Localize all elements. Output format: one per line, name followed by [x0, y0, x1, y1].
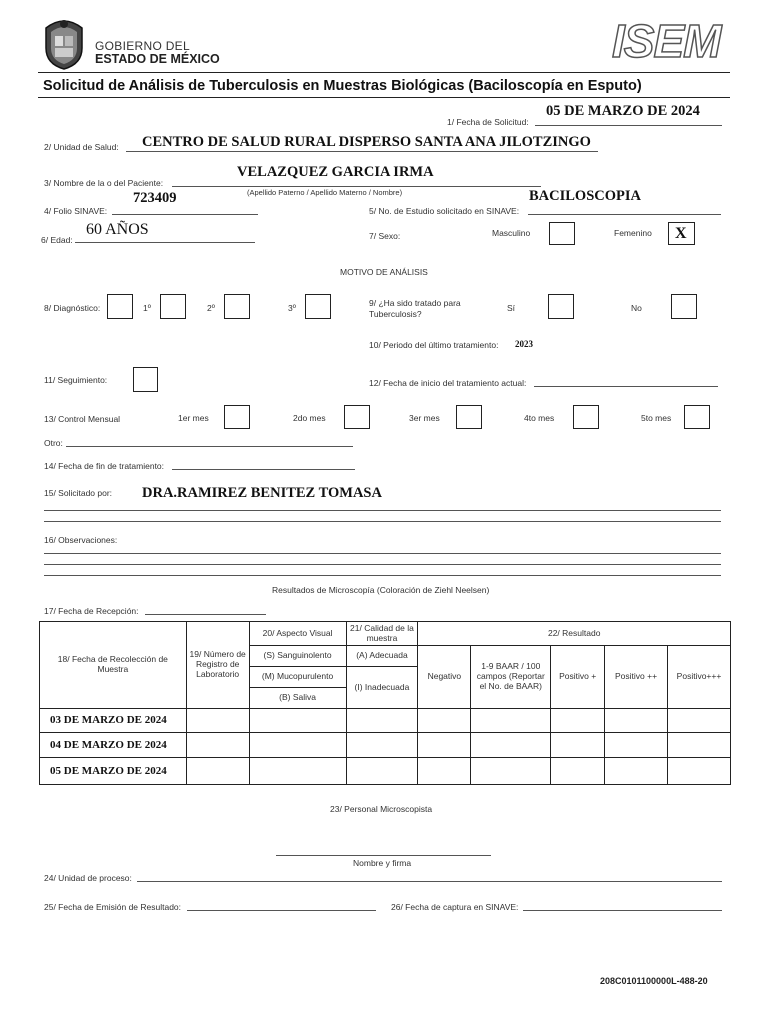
table-row — [40, 709, 731, 733]
observations-line-1[interactable] — [44, 553, 721, 554]
health-unit-value: CENTRO DE SALUD RURAL DISPERSO SANTA ANA JILOTZINGO — [142, 134, 591, 150]
cell[interactable] — [471, 733, 551, 758]
header-sample-quality: 21/ Calidad de la muestra — [346, 622, 418, 646]
gov-line2: ESTADO DE MÉXICO — [95, 52, 220, 66]
cell[interactable] — [668, 709, 731, 733]
request-date-label: 1/ Fecha de Solicitud: — [447, 117, 529, 127]
quality-inadecuada: (I) Inadecuada — [346, 667, 418, 709]
cell[interactable] — [418, 733, 471, 758]
observations-line-2[interactable] — [44, 564, 721, 565]
study-label: 5/ No. de Estudio solicitado en SINAVE: — [369, 206, 520, 216]
microscopist-label: 23/ Personal Microscopista — [330, 804, 433, 814]
aspect-saliva: (B) Saliva — [249, 688, 346, 709]
cell[interactable] — [471, 758, 551, 785]
folio-value: 723409 — [133, 190, 177, 206]
health-unit-label: 2/ Unidad de Salud: — [44, 142, 119, 152]
folio-line[interactable] — [112, 214, 258, 215]
observations-label: 16/ Observaciones: — [44, 535, 118, 545]
process-unit-line[interactable] — [137, 881, 722, 882]
age-value: 60 AÑOS — [86, 221, 149, 238]
requested-by-label: 15/ Solicitado por: — [44, 488, 113, 498]
requested-by-line-1[interactable] — [44, 510, 721, 511]
result-positivo-1: Positivo + — [551, 646, 605, 709]
cell[interactable] — [186, 758, 249, 785]
month-1-checkbox[interactable] — [224, 405, 250, 429]
month-3-checkbox[interactable] — [456, 405, 482, 429]
diagnosis-1-label: 1º — [143, 303, 151, 313]
sinave-capture-line[interactable] — [523, 910, 722, 911]
sex-male-label: Masculino — [492, 228, 531, 238]
diagnosis-1-checkbox[interactable] — [160, 294, 186, 319]
header-lab-number: 19/ Número de Registro de Laboratorio — [186, 622, 249, 709]
other-line[interactable] — [66, 446, 353, 447]
month-4-label: 4to mes — [524, 413, 555, 423]
treated-label-line1: 9/ ¿Ha sido tratado para — [369, 298, 461, 308]
diagnosis-2-label: 2º — [207, 303, 215, 313]
cell[interactable] — [605, 758, 668, 785]
form-code: 208C0101100000L-488-20 — [600, 976, 708, 986]
treatment-end-line[interactable] — [172, 469, 355, 470]
header-bottom-rule — [38, 97, 730, 98]
month-2-label: 2do mes — [293, 413, 326, 423]
government-name — [95, 40, 220, 66]
cell[interactable] — [418, 709, 471, 733]
sex-female-label: Femenino — [614, 228, 652, 238]
treated-no-checkbox[interactable] — [671, 294, 697, 319]
motivo-heading: MOTIVO DE ANÁLISIS — [340, 267, 428, 277]
cell[interactable] — [346, 709, 418, 733]
cell[interactable] — [249, 709, 346, 733]
cell[interactable] — [668, 758, 731, 785]
cell[interactable] — [346, 733, 418, 758]
cell[interactable] — [346, 758, 418, 785]
observations-line-3[interactable] — [44, 575, 721, 576]
patient-name-label: 3/ Nombre de la o del Paciente: — [44, 178, 164, 188]
table-row — [40, 733, 731, 758]
last-treatment-label: 10/ Periodo del último tratamiento: — [369, 340, 499, 350]
cell[interactable] — [668, 733, 731, 758]
health-unit-line[interactable] — [126, 151, 598, 152]
month-2-checkbox[interactable] — [344, 405, 370, 429]
study-value: BACILOSCOPIA — [529, 188, 641, 204]
result-negativo: Negativo — [418, 646, 471, 709]
aspect-sanguinolento: (S) Sanguinolento — [249, 646, 346, 667]
cell[interactable] — [249, 733, 346, 758]
patient-name-hint: (Apellido Paterno / Apellido Materno / Nombre) — [247, 188, 403, 197]
header-collection-date: 18/ Fecha de Recolección de Muestra — [40, 622, 187, 709]
sex-female-mark: X — [675, 225, 687, 242]
treatment-start-label: 12/ Fecha de inicio del tratamiento actual: — [369, 378, 527, 388]
isem-logo: ISEM — [612, 15, 721, 67]
result-positivo-2: Positivo ++ — [605, 646, 668, 709]
request-date-line[interactable] — [535, 125, 722, 126]
cell[interactable] — [551, 709, 605, 733]
signature-line[interactable] — [276, 855, 491, 856]
month-5-checkbox[interactable] — [684, 405, 710, 429]
results-title: Resultados de Microscopía (Coloración de Ziehl Neelsen) — [272, 585, 490, 595]
diagnosis-checkbox-main[interactable] — [107, 294, 133, 319]
followup-label: 11/ Seguimiento: — [44, 375, 108, 385]
treated-label-line2: Tuberculosis? — [369, 309, 422, 319]
cell[interactable] — [418, 758, 471, 785]
other-label: Otro: — [44, 438, 63, 448]
folio-label: 4/ Folio SINAVE: — [44, 206, 108, 216]
age-label: 6/ Edad: — [41, 235, 73, 245]
table-row — [40, 758, 731, 785]
diagnosis-3-label: 3º — [288, 303, 296, 313]
requested-by-line-2[interactable] — [44, 521, 721, 522]
monthly-control-label: 13/ Control Mensual — [44, 414, 121, 424]
request-date-value: 05 DE MARZO DE 2024 — [546, 103, 700, 119]
last-treatment-value: 2023 — [515, 339, 533, 349]
header-visual-aspect: 20/ Aspecto Visual — [249, 622, 346, 646]
diagnosis-3-checkbox[interactable] — [305, 294, 331, 319]
patient-name-line[interactable] — [172, 186, 541, 187]
result-baar: 1-9 BAAR / 100 campos (Reportar el No. de BAAR) — [471, 646, 551, 709]
treated-no-label: No — [631, 303, 642, 313]
signature-label: Nombre y firma — [353, 858, 412, 868]
cell[interactable] — [551, 733, 605, 758]
process-unit-label: 24/ Unidad de proceso: — [44, 873, 132, 883]
row-date: 03 DE MARZO DE 2024 — [40, 709, 187, 733]
header-top-rule — [38, 72, 730, 73]
diagnosis-2-checkbox[interactable] — [224, 294, 250, 319]
result-date-label: 25/ Fecha de Emisión de Resultado: — [44, 902, 182, 912]
gov-line1: GOBIERNO DEL — [95, 39, 190, 53]
sinave-capture-label: 26/ Fecha de captura en SINAVE: — [391, 902, 519, 912]
treatment-end-label: 14/ Fecha de fin de tratamiento: — [44, 461, 165, 471]
cell[interactable] — [551, 758, 605, 785]
aspect-mucopurulento: (M) Mucopurulento — [249, 667, 346, 688]
cell[interactable] — [471, 709, 551, 733]
sex-label: 7/ Sexo: — [369, 231, 401, 241]
requested-by-value: DRA.RAMIREZ BENITEZ TOMASA — [142, 485, 382, 501]
result-date-line[interactable] — [187, 910, 376, 911]
patient-name-value: VELAZQUEZ GARCIA IRMA — [237, 164, 434, 180]
quality-adecuada: (A) Adecuada — [346, 646, 418, 667]
reception-date-line[interactable] — [145, 614, 266, 615]
state-seal-logo — [40, 14, 88, 70]
cell[interactable] — [605, 709, 668, 733]
cell[interactable] — [186, 709, 249, 733]
month-1-label: 1er mes — [178, 413, 209, 423]
cell[interactable] — [249, 758, 346, 785]
header-result: 22/ Resultado — [418, 622, 731, 646]
treated-yes-checkbox[interactable] — [548, 294, 574, 319]
age-line[interactable] — [75, 242, 255, 243]
cell[interactable] — [605, 733, 668, 758]
sex-male-checkbox[interactable] — [549, 222, 575, 245]
month-5-label: 5to mes — [641, 413, 672, 423]
month-4-checkbox[interactable] — [573, 405, 599, 429]
result-positivo-3: Positivo+++ — [668, 646, 731, 709]
treatment-start-line[interactable] — [534, 386, 718, 387]
reception-date-label: 17/ Fecha de Recepción: — [44, 606, 139, 616]
diagnosis-label: 8/ Diagnóstico: — [44, 303, 101, 313]
followup-checkbox[interactable] — [133, 367, 158, 392]
study-line[interactable] — [528, 214, 721, 215]
month-3-label: 3er mes — [409, 413, 440, 423]
results-table — [39, 621, 731, 785]
form-title: Solicitud de Análisis de Tuberculosis en Muestras Biológicas (Baciloscopía en Esputo) — [43, 78, 642, 94]
sex-female-checkbox[interactable] — [668, 222, 695, 245]
row-date: 04 DE MARZO DE 2024 — [40, 733, 187, 758]
treated-yes-label: Sí — [507, 303, 516, 313]
cell[interactable] — [186, 733, 249, 758]
row-date: 05 DE MARZO DE 2024 — [40, 758, 187, 785]
